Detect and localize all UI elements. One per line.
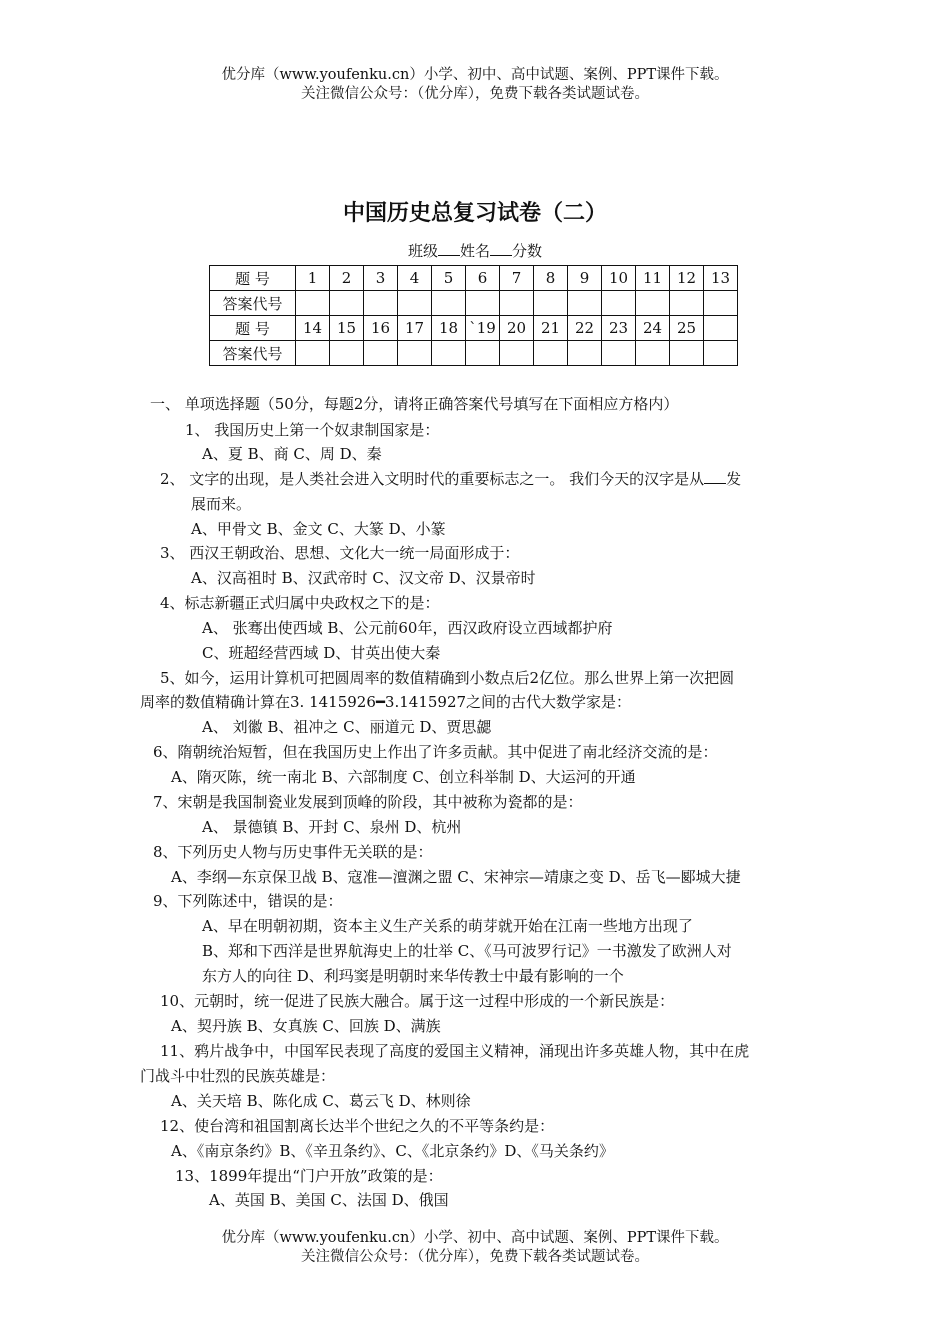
question-12-options: A、《南京条约》B、《辛丑条约》、C、《北京条约》D、《马关条约》 (171, 1142, 614, 1160)
answer-cell[interactable] (466, 341, 500, 366)
question-7: 7、宋朝是我国制瓷业发展到顶峰的阶段，其中被称为瓷都的是： (153, 793, 583, 811)
question-number-cell: 22 (568, 316, 602, 341)
header-line-2: 关注微信公众号：（优分库），免费下载各类试题试卷。 (301, 86, 649, 102)
question-11-continued: 门战斗中壮烈的民族英雄是： (140, 1067, 336, 1085)
answer-cell[interactable] (432, 341, 466, 366)
question-9-option-bc: B、郑和下西洋是世界航海史上的壮举 C、《马可波罗行记》一书激发了欧洲人对 (202, 942, 732, 960)
question-2-blank (704, 469, 726, 484)
answer-cell[interactable] (398, 341, 432, 366)
question-13-options: A、英国 B、美国 C、法国 D、俄国 (209, 1191, 449, 1209)
question-2-options: A、甲骨文 B、金文 C、大篆 D、小篆 (191, 520, 446, 538)
question-number-cell: 3 (364, 266, 398, 291)
question-7-options: A、 景德镇 B、开封 C、泉州 D、杭州 (202, 818, 462, 836)
student-info-line (0, 240, 950, 261)
answer-cell[interactable] (330, 341, 364, 366)
question-number-cell: 14 (296, 316, 330, 341)
question-12: 12、使台湾和祖国割离长达半个世纪之久的不平等条约是： (160, 1117, 555, 1135)
question-2 (160, 469, 741, 489)
question-number-cell: 8 (534, 266, 568, 291)
class-blank (438, 241, 460, 256)
answer-table (209, 265, 738, 366)
question-number-cell (704, 316, 738, 341)
score-label: 分数 (512, 242, 543, 260)
answer-cell[interactable] (602, 291, 636, 316)
question-6: 6、隋朝统治短暂，但在我国历史上作出了许多贡献。其中促进了南北经济交流的是： (153, 743, 718, 761)
question-2-continued: 展而来。 (191, 495, 252, 513)
question-number-label: 题 号 (210, 266, 296, 291)
question-number-cell: 17 (398, 316, 432, 341)
question-2-text: 2、 文字的出现，是人类社会进入文明时代的重要标志之一。 我们今天的汉字是从 (160, 470, 705, 488)
question-1-options: A、夏 B、商 C、周 D、秦 (202, 445, 382, 463)
question-number-cell: 20 (500, 316, 534, 341)
answer-cell[interactable] (534, 291, 568, 316)
answer-table-row-questions-2 (210, 316, 738, 341)
answer-cell[interactable] (364, 341, 398, 366)
answer-cell[interactable] (364, 291, 398, 316)
question-9-option-a: A、早在明朝初期，资本主义生产关系的萌芽就开始在江南一些地方出现了 (202, 917, 693, 935)
question-number-cell: 21 (534, 316, 568, 341)
question-number-cell: `19 (466, 316, 500, 341)
answer-cell[interactable] (636, 291, 670, 316)
answer-cell[interactable] (704, 341, 738, 366)
answer-cell[interactable] (568, 291, 602, 316)
answer-cell[interactable] (432, 291, 466, 316)
question-1: 1、 我国历史上第一个奴隶制国家是： (185, 421, 440, 439)
question-number-cell: 18 (432, 316, 466, 341)
answer-cell[interactable] (670, 341, 704, 366)
name-blank (490, 241, 512, 256)
question-10-options: A、契丹族 B、女真族 C、回族 D、满族 (171, 1017, 441, 1035)
question-4-options-2: C、班超经营西域 D、甘英出使大秦 (202, 644, 441, 662)
page-header (0, 66, 950, 104)
answer-cell[interactable] (500, 341, 534, 366)
answer-code-label: 答案代号 (210, 341, 296, 366)
answer-cell[interactable] (636, 341, 670, 366)
answer-cell[interactable] (296, 341, 330, 366)
answer-cell[interactable] (398, 291, 432, 316)
answer-cell[interactable] (500, 291, 534, 316)
question-number-cell: 11 (636, 266, 670, 291)
question-9-option-cd: 东方人的向往 D、利玛窦是明朝时来华传教士中最有影响的一个 (202, 967, 624, 985)
answer-cell[interactable] (296, 291, 330, 316)
question-number-cell: 12 (670, 266, 704, 291)
question-number-cell: 9 (568, 266, 602, 291)
question-number-cell: 2 (330, 266, 364, 291)
answer-table-row-answers-1 (210, 291, 738, 316)
page-footer (0, 1229, 950, 1267)
question-5-options: A、 刘徽 B、祖冲之 C、丽道元 D、贾思勰 (202, 718, 492, 736)
header-line-1: 优分库（www.youfenku.cn）小学、初中、高中试题、案例、PPT课件下载。 (221, 67, 729, 83)
question-number-cell: 24 (636, 316, 670, 341)
question-number-cell: 15 (330, 316, 364, 341)
question-3: 3、 西汉王朝政治、思想、文化大一统一局面形成于： (160, 544, 520, 562)
question-10: 10、元朝时，统一促进了民族大融合。属于这一过程中形成的一个新民族是： (160, 992, 675, 1010)
question-number-cell: 6 (466, 266, 500, 291)
question-5: 5、如今，运用计算机可把圆周率的数值精确到小数点后2亿位。那么世界上第一次把圆 (160, 669, 735, 687)
exam-title: 中国历史总复习试卷（二） (342, 201, 607, 226)
question-number-cell: 1 (296, 266, 330, 291)
question-2-tail: 发 (726, 470, 742, 488)
question-3-options: A、汉高祖时 B、汉武帝时 C、汉文帝 D、汉景帝时 (191, 569, 536, 587)
question-number-cell: 10 (602, 266, 636, 291)
answer-cell[interactable] (704, 291, 738, 316)
question-6-options: A、隋灭陈，统一南北 B、六部制度 C、创立科举制 D、大运河的开通 (171, 768, 636, 786)
question-number-cell: 13 (704, 266, 738, 291)
answer-code-label: 答案代号 (210, 291, 296, 316)
answer-table-row-questions-1 (210, 266, 738, 291)
footer-line-1: 优分库（www.youfenku.cn）小学、初中、高中试题、案例、PPT课件下载。 (221, 1230, 729, 1246)
question-number-cell: 25 (670, 316, 704, 341)
question-4: 4、标志新疆正式归属中央政权之下的是： (160, 594, 440, 612)
question-5-continued: 周率的数值精确计算在3. 1415926━3.1415927之间的古代大数学家是： (140, 693, 632, 711)
answer-cell[interactable] (568, 341, 602, 366)
answer-cell[interactable] (330, 291, 364, 316)
question-number-cell: 16 (364, 316, 398, 341)
question-9: 9、下列陈述中，错误的是： (153, 892, 343, 910)
question-8-options: A、李纲—东京保卫战 B、寇准—澶渊之盟 C、宋神宗—靖康之变 D、岳飞—郾城大捷 (171, 868, 741, 886)
section-heading: 一、 单项选择题（50分，每题2分，请将正确答案代号填写在下面相应方格内） (150, 395, 679, 413)
footer-line-2: 关注微信公众号：（优分库），免费下载各类试题试卷。 (301, 1249, 649, 1265)
question-11-options: A、关天培 B、陈化成 C、葛云飞 D、林则徐 (171, 1092, 471, 1110)
question-13: 13、1899年提出“门户开放”政策的是： (175, 1167, 443, 1185)
answer-cell[interactable] (602, 341, 636, 366)
question-number-label: 题 号 (210, 316, 296, 341)
question-4-options-1: A、 张骞出使西域 B、公元前60年，西汉政府设立西域都护府 (202, 619, 613, 637)
answer-cell[interactable] (670, 291, 704, 316)
question-11: 11、鸦片战争中，中国军民表现了高度的爱国主义精神，涌现出许多英雄人物，其中在虎 (160, 1042, 750, 1060)
question-number-cell: 7 (500, 266, 534, 291)
answer-table-row-answers-2 (210, 341, 738, 366)
question-8: 8、下列历史人物与历史事件无关联的是： (153, 843, 433, 861)
class-label: 班级 (407, 242, 438, 260)
answer-cell[interactable] (466, 291, 500, 316)
answer-cell[interactable] (534, 341, 568, 366)
question-number-cell: 5 (432, 266, 466, 291)
question-number-cell: 23 (602, 316, 636, 341)
question-number-cell: 4 (398, 266, 432, 291)
name-label: 姓名 (459, 242, 490, 260)
